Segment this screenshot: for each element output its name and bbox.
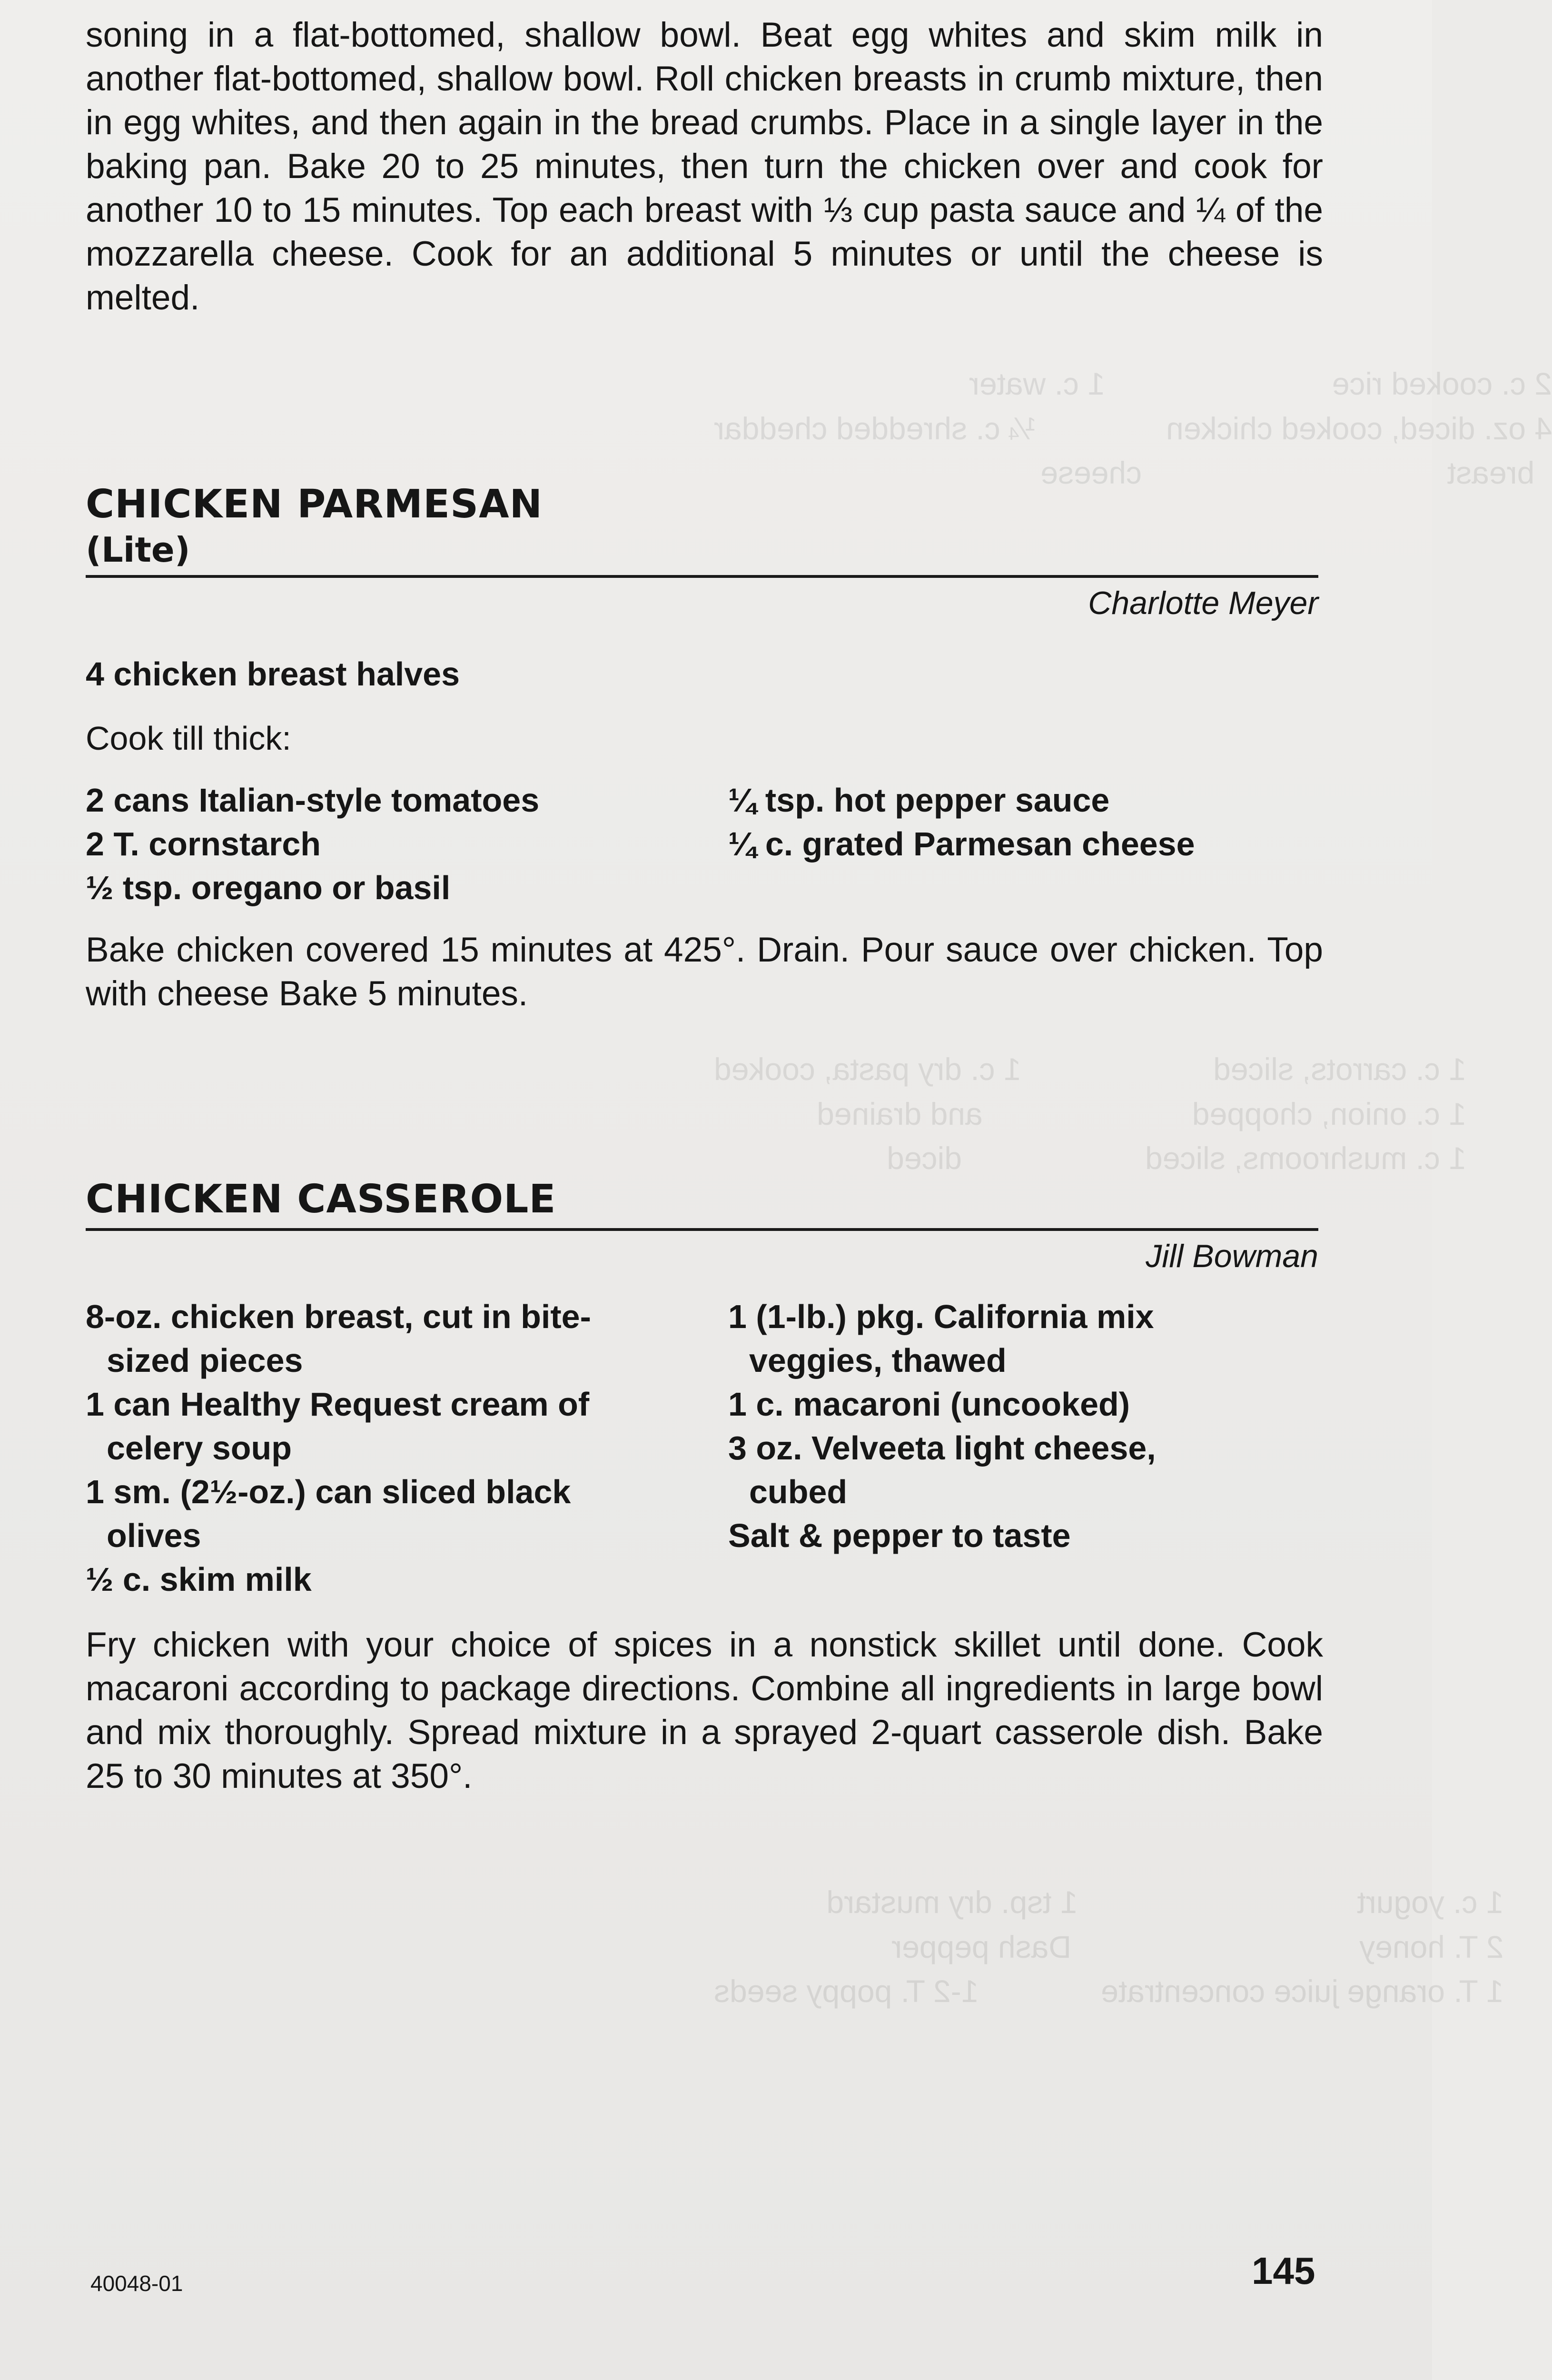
- ingredient: 1 sm. (2½-oz.) can sliced black: [86, 1473, 571, 1510]
- ingredient: 1 (1-lb.) pkg. California mix: [728, 1298, 1154, 1335]
- ingredients-left-column: [86, 778, 728, 910]
- recipe-title: CHICKEN CASSEROLE: [86, 1177, 556, 1222]
- ingredient: olives: [107, 1517, 201, 1554]
- continued-recipe-section: [86, 13, 1323, 320]
- recipe-title: CHICKEN PARMESAN: [86, 482, 543, 527]
- ingredient: ½ tsp. oregano or basil: [86, 869, 451, 906]
- bleed-through-text: 1 c. carrots, sliced 1 c. dry pasta, cooked 1 c. onion, chopped and drained 1 c. mushrooms, sliced diced: [714, 1051, 1466, 1176]
- ingredient: cubed: [749, 1473, 848, 1510]
- ingredients-list: [86, 778, 1323, 910]
- divider-rule: [86, 575, 1318, 578]
- ingredient: 1 c. macaroni (uncooked): [728, 1386, 1130, 1423]
- ingredient: ¼ tsp. hot pepper sauce: [728, 782, 1110, 819]
- recipe-subtitle: (Lite): [86, 530, 190, 570]
- directions-text: Fry chicken with your choice of spices in a nonstick skillet until done. Cook macaroni according to package directions. Combine all ingredients in large bowl and mix thoroughly. Spread mixture in a sprayed 2-quart casserole dish. Bake 25 to 30 minutes at 350°.: [86, 1626, 1323, 1795]
- ingredient: 2 cans Italian-style tomatoes: [86, 782, 540, 819]
- ingredients-right-column: [728, 778, 1323, 910]
- ingredient: ¼ c. grated Parmesan cheese: [728, 825, 1195, 863]
- ingredient: ½ c. skim milk: [86, 1561, 312, 1598]
- ingredient: veggies, thawed: [749, 1342, 1007, 1379]
- recipe-chicken-casserole: [86, 1176, 1323, 1275]
- ingredient: 3 oz. Velveeta light cheese,: [728, 1429, 1156, 1467]
- recipe-directions: [86, 1623, 1323, 1798]
- recipe-directions: [86, 928, 1323, 1016]
- recipe-author: Jill Bowman: [1146, 1238, 1318, 1274]
- ingredient: 4 chicken breast halves: [86, 655, 460, 693]
- bleed-through-text: 2 c. cooked rice 1 c. water 4 oz. diced, cooked chicken ¼ c. shredded cheddar breast cheese: [714, 366, 1552, 491]
- ingredient-group: [86, 652, 1323, 696]
- ingredient: 8-oz. chicken breast, cut in bite-: [86, 1298, 591, 1335]
- ingredients-left-column: [86, 1295, 728, 1601]
- ingredient: 2 T. cornstarch: [86, 825, 321, 863]
- page-number: 145: [1252, 2250, 1315, 2292]
- ingredient: sized pieces: [107, 1342, 303, 1379]
- print-code: 40048-01: [90, 2271, 183, 2296]
- ingredient: celery soup: [107, 1429, 292, 1467]
- directions-text: Bake chicken covered 15 minutes at 425°. Drain. Pour sauce over chicken. Top with cheese Bake 5 minutes.: [86, 931, 1323, 1013]
- bleed-through-text: 1 c. yogurt 1 tsp. dry mustard 2 T. honey Dash pepper 1 T. orange juice concentrate 1-2 T. poppy seeds: [714, 1884, 1504, 2009]
- recipe-chicken-parmesan: [86, 481, 1323, 622]
- ingredients-list: [86, 1295, 1323, 1601]
- continued-directions: soning in a flat-bottomed, shallow bowl. Beat egg whites and skim milk in another flat-bottomed, shallow bowl. Roll chicken breasts in crumb mixture, then in egg whites, and then again in the bread crumbs. Place in a single layer in the baking pan. Bake 20 to 25 minutes, then turn the chicken over and cook for another 10 to 15 minutes. Top each breast with ⅓ cup pasta sauce and ¼ of the mozzarella cheese. Cook for an additional 5 minutes or until the cheese is melted.: [86, 16, 1323, 317]
- instruction-text: Cook till thick:: [86, 720, 291, 757]
- ingredient: Salt & pepper to taste: [728, 1517, 1071, 1554]
- divider-rule: [86, 1228, 1318, 1231]
- recipe-author: Charlotte Meyer: [1088, 585, 1318, 621]
- ingredient: 1 can Healthy Request cream of: [86, 1386, 590, 1423]
- instruction-line: [86, 716, 1323, 760]
- ingredients-right-column: [728, 1295, 1323, 1601]
